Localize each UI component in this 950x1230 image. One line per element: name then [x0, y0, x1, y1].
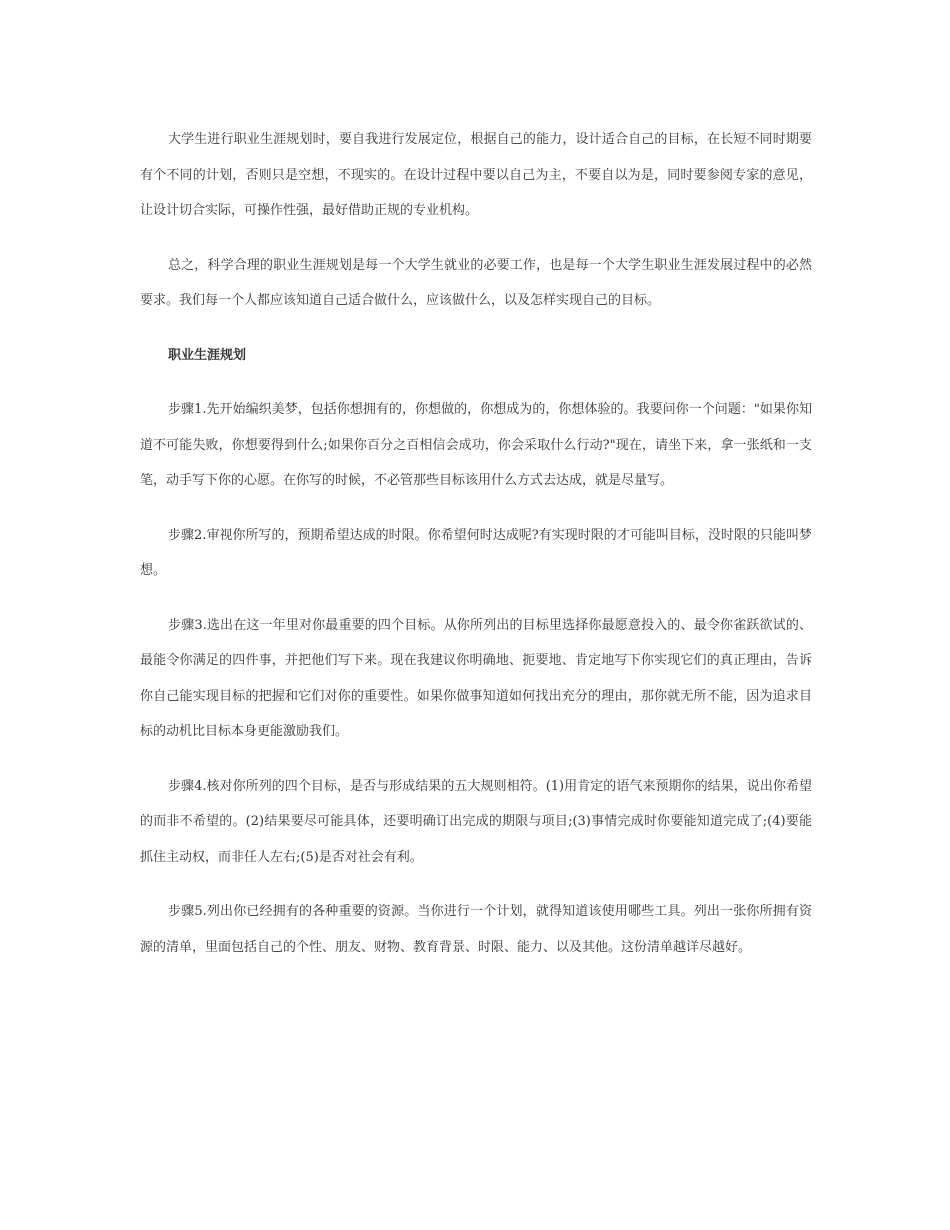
section-heading: 职业生涯规划 — [168, 347, 247, 363]
document-body — [140, 122, 812, 984]
step-3-paragraph: 步骤3.选出在这一年里对你最重要的四个目标。从你所列出的目标里选择你最愿意投入的、最令你雀跃欲试的、最能令你满足的四件事，并把他们写下来。现在我建议你明确地、扼要地、肯定地写下你实现它们的真正理由，告诉你自己能实现目标的把握和它们对你的重要性。如果你做事知道如何找出充分的理由，那你就无所不能，因为追求目标的动机比目标本身更能激励我们。 — [140, 617, 812, 739]
step-1-paragraph: 步骤1.先开始编织美梦，包括你想拥有的，你想做的，你想成为的，你想体验的。我要问你一个问题："如果你知道不可能失败，你想要得到什么;如果你百分之百相信会成功，你会采取什么行动?"现在，请坐下来，拿一张纸和一支笔，动手写下你的心愿。在你写的时候，不必管那些目标该用什么方式去达成，就是尽量写。 — [140, 402, 812, 488]
step-4-paragraph: 步骤4.核对你所列的四个目标，是否与形成结果的五大规则相符。(1)用肯定的语气来预期你的结果，说出你希望的而非不希望的。(2)结果要尽可能具体，还要明确订出完成的期限与项目;(3)事情完成时你要能知道完成了;(4)要能抓住主动权，而非任人左右;(5)是否对社会有利。 — [140, 778, 812, 865]
paragraph-intro-1: 大学生进行职业生涯规划时，要自我进行发展定位，根据自己的能力，设计适合自己的目标，在长短不同时期要有个不同的计划，否则只是空想，不现实的。在设计过程中要以自己为主，不要自以为是，同时要参阅专家的意见，让设计切合实际，可操作性强，最好借助正规的专业机构。 — [140, 132, 812, 218]
step-5-paragraph: 步骤5.列出你已经拥有的各种重要的资源。当你进行一个计划，就得知道该使用哪些工具。列出一张你所拥有资源的清单，里面包括自己的个性、朋友、财物、教育背景、时限、能力、以及其他。这份清单越详尽越好。 — [140, 904, 812, 955]
paragraph-intro-2: 总之，科学合理的职业生涯规划是每一个大学生就业的必要工作，也是每一个大学生职业生涯发展过程中的必然要求。我们每一个人都应该知道自己适合做什么，应该做什么，以及怎样实现自己的目标。 — [140, 257, 812, 308]
step-2-paragraph: 步骤2.审视你所写的，预期希望达成的时限。你希望何时达成呢?有实现时限的才可能叫目标，没时限的只能叫梦想。 — [140, 527, 812, 578]
